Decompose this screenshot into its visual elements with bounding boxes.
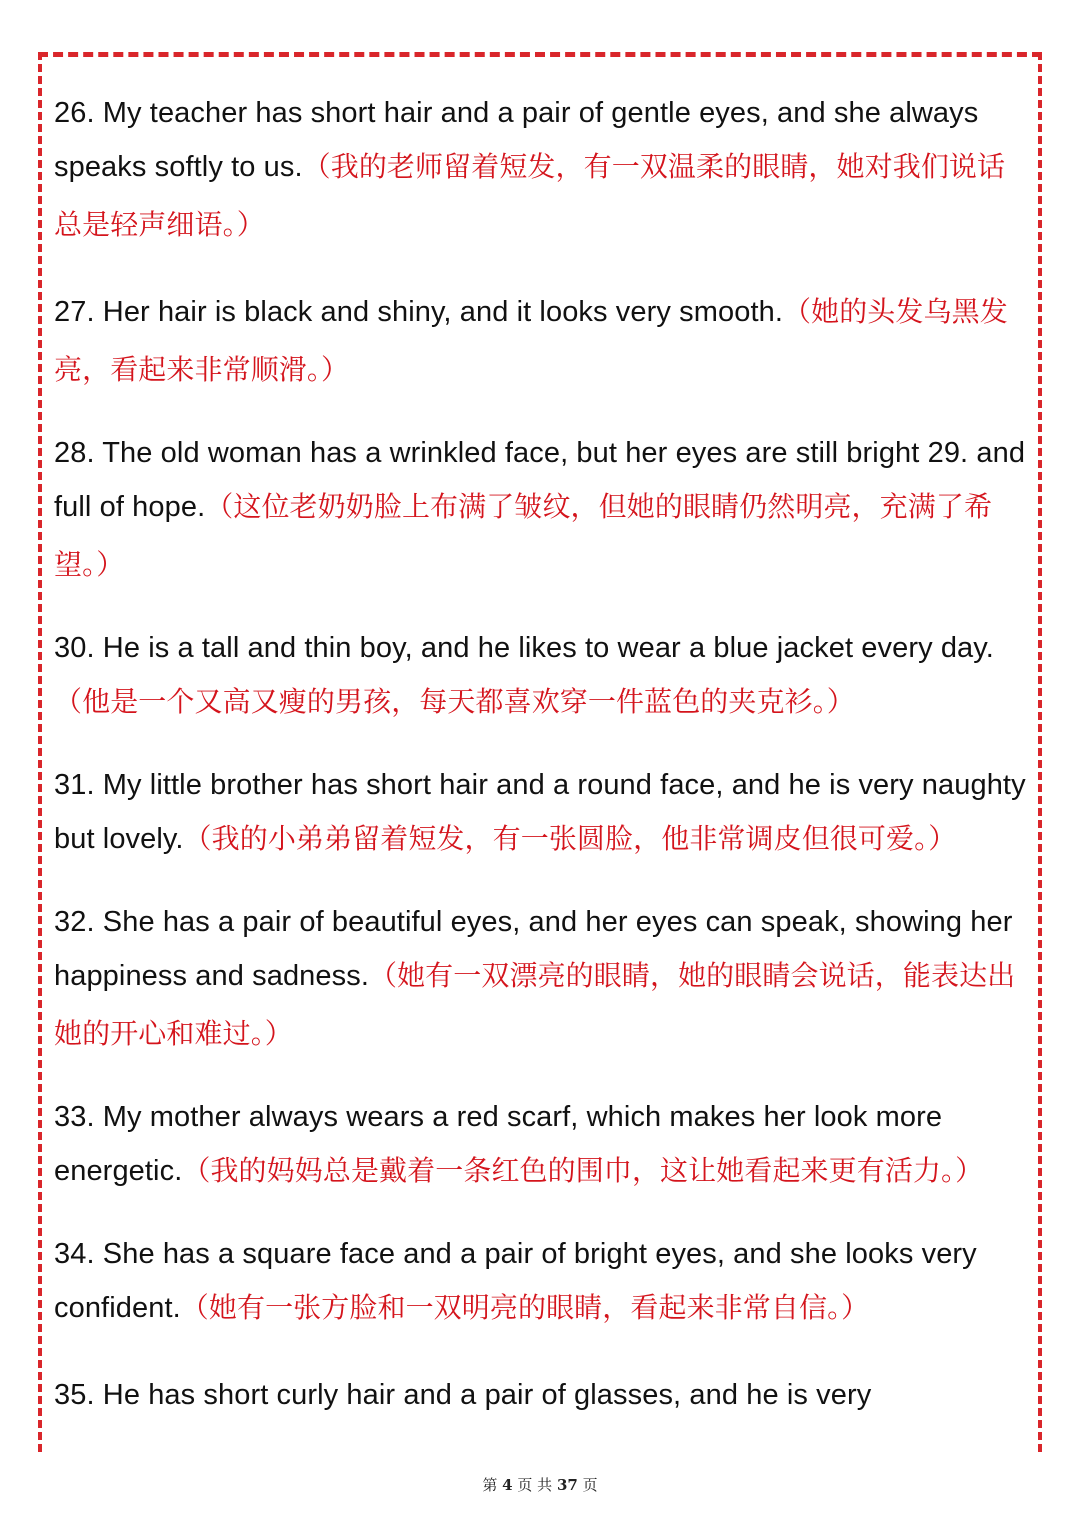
- sentence-list: [54, 59, 1032, 1438]
- english-sentence: 28. The old woman has a wrinkled face, but her eyes are still bright 29. and full of hope.: [54, 437, 1026, 523]
- chinese-translation: （我的小弟弟留着短发，有一张圆脸，他非常调皮但很可爱。）: [183, 822, 957, 855]
- total-pages: 37: [556, 1476, 578, 1494]
- english-sentence: 32. She has a pair of beautiful eyes, and her eyes can speak, showing her happiness and sadness.: [54, 906, 1013, 992]
- sentence-item: [54, 760, 1032, 868]
- chinese-translation: （我的妈妈总是戴着一条红色的围巾，这让她看起来更有活力。）: [182, 1154, 984, 1187]
- sentence-item: [54, 88, 1032, 254]
- sentence-item: [54, 428, 1032, 594]
- page-number: 4: [502, 1476, 513, 1494]
- sentence-item: [54, 1092, 1032, 1200]
- sentence-item: [54, 623, 1032, 731]
- sentence-item: [54, 283, 1032, 399]
- english-sentence: 31. My little brother has short hair and a round face, and he is very naughty but lovely.: [54, 769, 1026, 855]
- english-sentence: 35. He has short curly hair and a pair of glasses, and he is very: [54, 1379, 872, 1411]
- english-sentence: 33. My mother always wears a red scarf, which makes her look more energetic.: [54, 1101, 943, 1187]
- sentence-item: [54, 897, 1032, 1063]
- footer-middle: 页 共: [517, 1476, 553, 1494]
- chinese-translation: （她有一双漂亮的眼睛，她的眼睛会说话，能表达出她的开心和难过。）: [54, 959, 1016, 1050]
- chinese-translation: （我的老师留着短发，有一双温柔的眼睛，她对我们说话总是轻声细语。）: [54, 150, 1006, 241]
- page-footer: [0, 1474, 1080, 1495]
- english-sentence: 26. My teacher has short hair and a pair of gentle eyes, and she always speaks softly to us.: [54, 97, 979, 183]
- sentence-item: [54, 1229, 1032, 1337]
- chinese-translation: （这位老奶奶脸上布满了皱纹，但她的眼睛仍然明亮，充满了希望。）: [54, 490, 993, 581]
- english-sentence: 30. He is a tall and thin boy, and he likes to wear a blue jacket every day.: [54, 632, 994, 664]
- page-frame: [38, 52, 1042, 1452]
- english-sentence: 34. She has a square face and a pair of bright eyes, and she looks very confident.: [54, 1238, 977, 1324]
- chinese-translation: （他是一个又高又瘦的男孩，每天都喜欢穿一件蓝色的夹克衫。）: [54, 685, 855, 718]
- sentence-item: [54, 1366, 1032, 1424]
- chinese-translation: （她有一张方脸和一双明亮的眼睛，看起来非常自信。）: [180, 1291, 870, 1324]
- footer-prefix: 第: [482, 1476, 498, 1494]
- english-sentence: 27. Her hair is black and shiny, and it looks very smooth.: [54, 296, 783, 328]
- footer-suffix: 页: [582, 1476, 598, 1494]
- chinese-translation: （她的头发乌黑发亮，看起来非常顺滑。）: [54, 295, 1008, 386]
